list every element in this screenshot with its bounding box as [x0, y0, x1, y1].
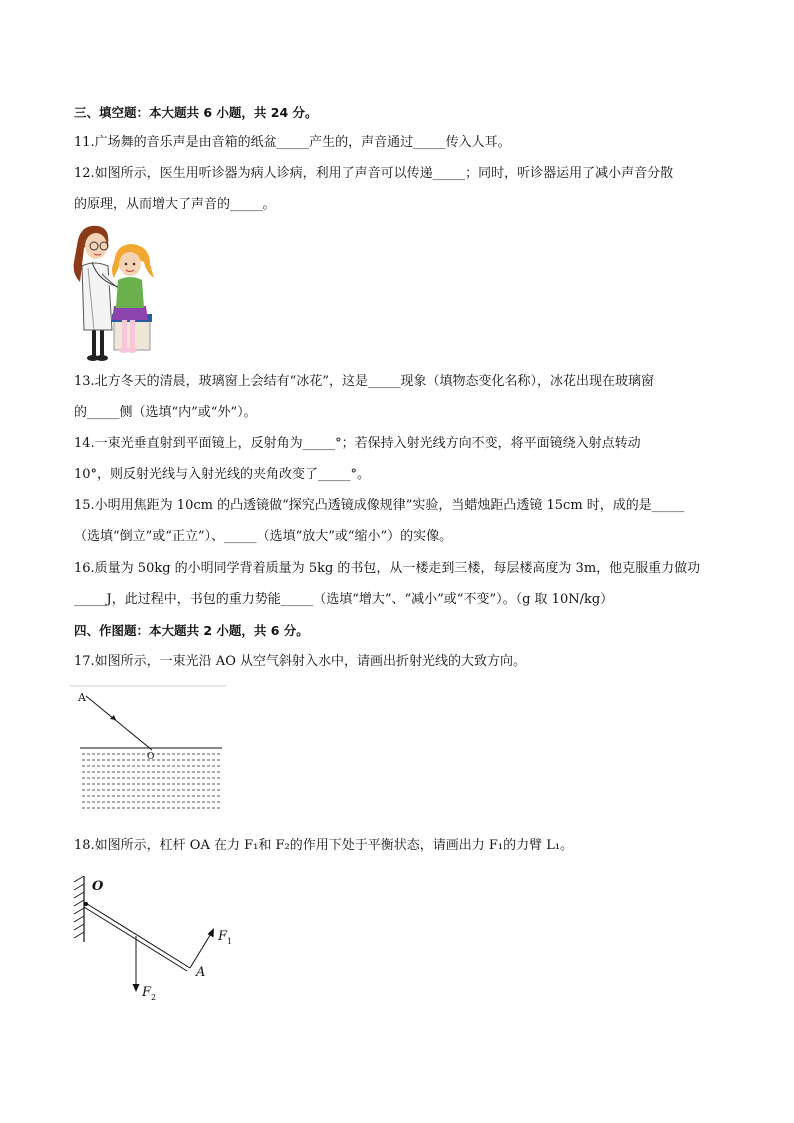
question-17: 17.如图所示，一束光沿 AO 从空气斜射入水中，请画出折射光线的大致方向。	[74, 654, 526, 669]
point-a-label: A	[78, 691, 86, 704]
question-13-line1: 13.北方冬天的清晨，玻璃窗上会结有“冰花”，这是_____现象（填物态变化名称），冰花出现在玻璃窗	[74, 374, 654, 389]
section4-title: 四、作图题：本大题共 2 小题，共 6 分。	[74, 623, 309, 638]
question-13-line2: 的_____侧（选填“内”或“外”）。	[74, 405, 257, 420]
water-hatching	[82, 754, 220, 808]
doctor-child-illustration	[64, 222, 164, 364]
lever-figure	[66, 872, 246, 1004]
lever-end-a-label: A	[196, 965, 206, 980]
question-14-line1: 14.一束光垂直射到平面镜上，反射角为_____°；若保持入射光线方向不变，将平面镜绕入射点转动	[74, 436, 641, 451]
force-f1-label: $F_1$	[218, 929, 233, 946]
pivot-o-label: O	[92, 879, 104, 894]
force-f1-line	[190, 932, 212, 968]
question-15-line1: 15.小明用焦距为 10cm 的凸透镜做“探究凸透镜成像规律”实验，当蜡烛距凸透镜 15cm 时，成的是_____	[74, 498, 685, 513]
incident-ray	[86, 696, 152, 750]
lever-top-edge	[84, 902, 190, 968]
pivot-point	[84, 902, 88, 906]
wall-hatching	[74, 876, 84, 938]
section3-title: 三、填空题：本大题共 6 小题，共 24 分。	[74, 105, 318, 120]
force-f1-arrow-icon	[208, 928, 215, 938]
force-f2-label: $F_2$	[142, 985, 157, 1002]
question-14-line2: 10°，则反射光线与入射光线的夹角改变了_____°。	[74, 467, 371, 482]
question-15-line2: （选填“倒立”或“正立”）、_____（选填“放大”或“缩小”）的实像。	[74, 529, 453, 544]
question-12-line1: 12.如图所示，医生用听诊器为病人诊病，利用了声音可以传递_____；同时，听诊器运用了减小声音分散	[74, 166, 674, 181]
refraction-figure	[70, 682, 230, 814]
force-f2-arrow-icon	[133, 984, 140, 992]
question-16-line1: 16.质量为 50kg 的小明同学背着质量为 5kg 的书包，从一楼走到三楼，每层楼高度为 3m，他克服重力做功	[74, 561, 701, 576]
question-11: 11.广场舞的音乐声是由音箱的纸盆_____产生的，声音通过_____传入人耳。	[74, 135, 511, 150]
point-o-label: O	[147, 752, 155, 762]
question-12-line2: 的原理，从而增大了声音的_____。	[74, 197, 276, 212]
question-16-line2: _____J，此过程中，书包的重力势能_____（选填“增大”、“减小”或“不变”）。（g 取 10N/kg）	[74, 592, 614, 607]
question-18: 18.如图所示，杠杆 OA 在力 F₁和 F₂的作用下处于平衡状态，请画出力 F₁的力臂 L₁。	[74, 838, 574, 853]
